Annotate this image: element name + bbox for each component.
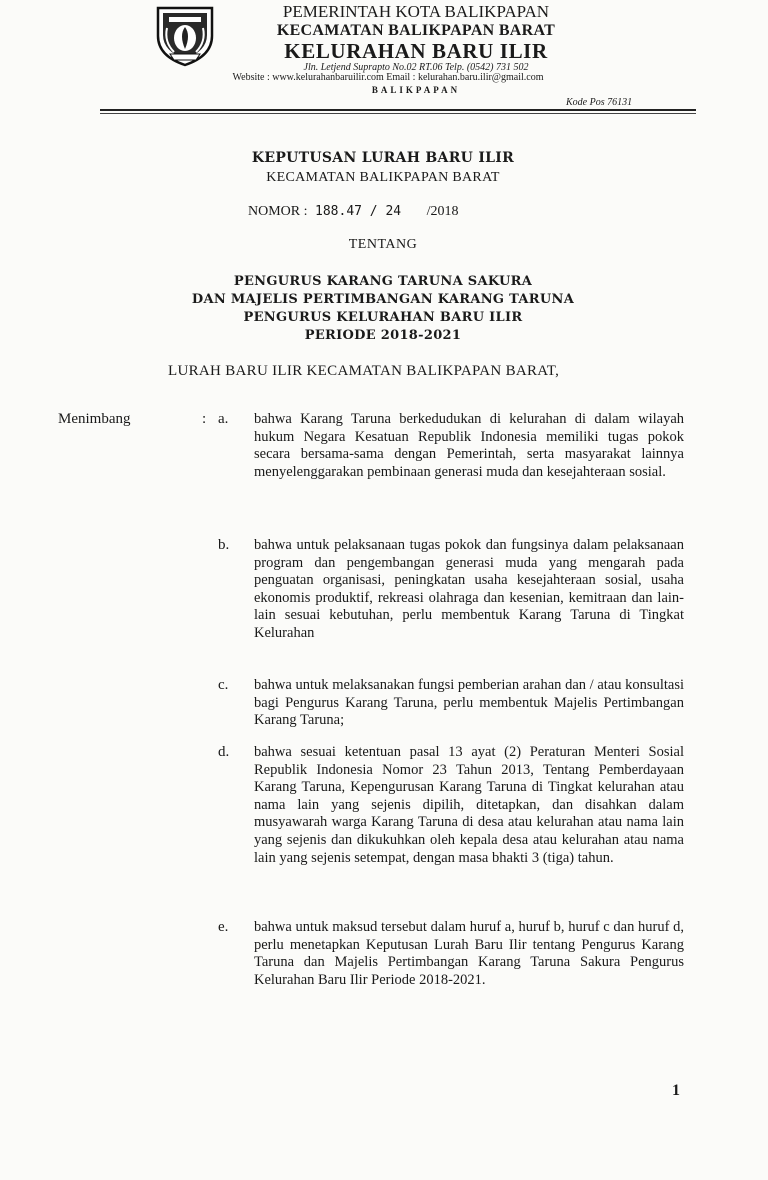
consideration-paragraph: bahwa untuk pelaksanaan tugas pokok dan fungsinya dalam pelaksanaan program dan pengembangan generasi muda yang mengarah pada penguatan organisasi, peningkatan usaha kesejahteraan sosial, usaha ekonomis produktif, rekreasi olahraga dan kesenian, kemitraan dan lain-lain sesuai kebutuhan, perlu membentuk Karang Taruna di Tingkat Kelurahan [254,537,684,641]
consideration-paragraph: bahwa Karang Taruna berkedudukan di kelurahan di dalam wilayah hukum Negara Kesatuan Republik Indonesia memiliki tugas pokok secara bersama-sama dengan Pemerintah, serta masyarakat lainnya menyelenggarakan pembinaan generasi muda dan kesejahteraan sosial. [254,411,684,480]
balikpapan-crest-icon [150,2,220,68]
letterhead-divider-thin [100,113,696,114]
postal-code: Kode Pos 76131 [566,97,633,108]
subject-line: PENGURUS KELURAHAN BARU ILIR [243,310,523,325]
page-number: 1 [672,1082,680,1099]
letterhead-village: KELURAHAN BARU ILIR [284,39,548,63]
decree-about: TENTANG [348,237,418,252]
consideration-paragraph: bahwa untuk maksud tersebut dalam huruf a, huruf b, huruf c dan huruf d, perlu menetapkan Keputusan Lurah Baru Ilir tentang Pengurus Karang Taruna dan Majelis Pertimbangan Karang Taruna Sakura Pengurus Kelurahan Baru Ilir Periode 2018-2021. [254,919,684,988]
decree-number [248,204,459,220]
subject-line: DAN MAJELIS PERTIMBANGAN KARANG TARUNA [191,292,575,307]
decree-issuer: LURAH BARU ILIR KECAMATAN BALIKPAPAN BARAT, [168,363,560,379]
letterhead-web-email: Website : www.kelurahanbaruilir.com Email : kelurahan.baru.ilir@gmail.com [232,72,544,83]
subject-line: PERIODE 2018-2021 [304,328,462,343]
decree-number-label: NOMOR : [248,204,308,219]
letterhead-address: Jln. Letjend Suprapto No.02 RT.06 Telp. (0542) 731 502 [303,62,529,73]
letterhead-district: KECAMATAN BALIKPAPAN BARAT [276,22,556,39]
considerations-label: Menimbang [58,411,131,427]
decree-number-year: /2018 [426,204,459,219]
decree-number-handwritten: 188.47 / 24 [315,204,402,219]
letterhead-city: BALIKPAPAN [371,85,461,95]
letterhead-government: PEMERINTAH KOTA BALIKPAPAN [282,2,550,21]
item-letter: e. [218,919,229,935]
decree-title: KEPUTUSAN LURAH BARU ILIR [251,150,515,166]
letterhead-divider [100,109,696,111]
consideration-paragraph: bahwa untuk melaksanakan fungsi pemberian arahan dan / atau konsultasi bagi Pengurus Karang Taruna, perlu membentuk Majelis Pertimbangan Karang Taruna; [254,677,684,729]
item-letter: c. [218,677,229,693]
consideration-paragraph: bahwa sesuai ketentuan pasal 13 ayat (2) Peraturan Menteri Sosial Republik Indonesia Nomor 23 Tahun 2013, Tentang Pemberdayaan Karang Taruna, Kepengurusan Karang Taruna di Tingkat kelurahan atau nama lain yang sejenis dipilih, ditetapkan, dan disahkan dalam musyawarah warga Karang Taruna di desa atau kelurahan atau nama lain yang sejenis dan dikukuhkan oleh kepala desa atau kelurahan atau nama lain yang sejenis setempat, dengan masa bhakti 3 (tiga) tahun. [254,744,684,866]
item-letter: a. [218,411,229,427]
subject-line: PENGURUS KARANG TARUNA SAKURA [233,274,533,289]
decree-subtitle: KECAMATAN BALIKPAPAN BARAT [266,170,500,185]
item-letter: b. [218,537,230,553]
item-letter: d. [218,744,230,760]
considerations-colon: : [202,411,207,427]
